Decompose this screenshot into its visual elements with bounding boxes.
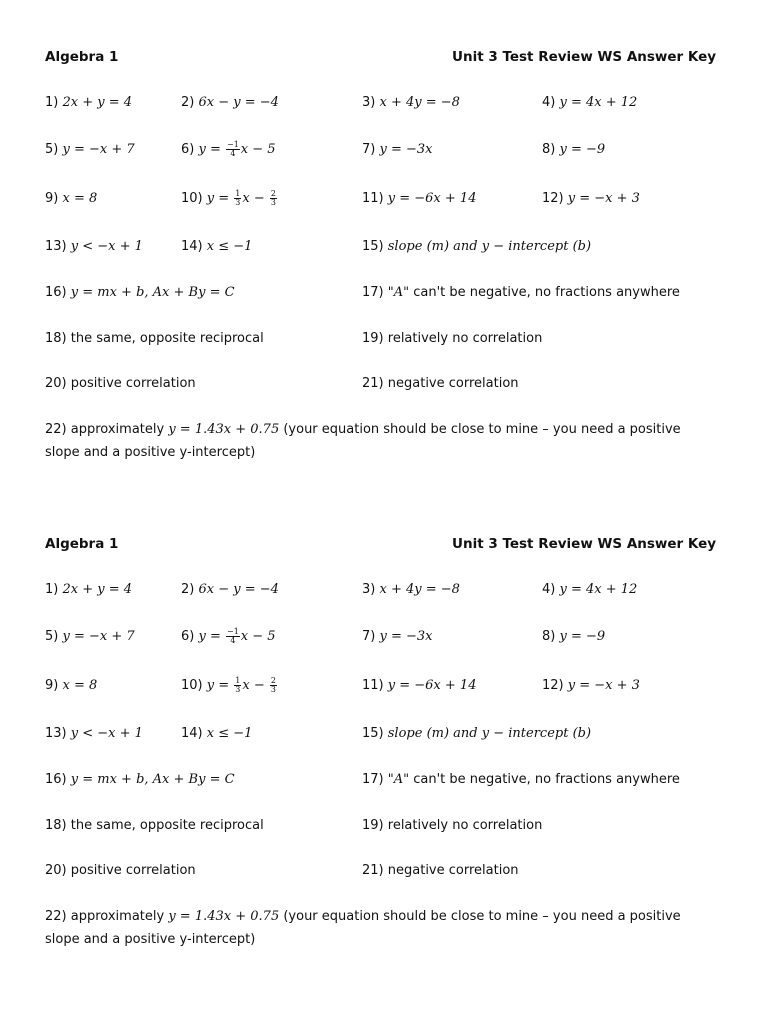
answer-3: 3) x + 4y = −8 xyxy=(362,95,460,110)
answer-1: 1) 2x + y = 4 xyxy=(45,95,133,110)
answer-15: 15) slope (m) and y − intercept (b) xyxy=(362,239,592,254)
answer-14: 14) x ≤ −1 xyxy=(181,239,253,254)
answer-22: 22) approximately y = 1.43x + 0.75 (your equation should be close to mine – you need a positive slope and a positive y-intercept) xyxy=(45,909,681,947)
answer-19: 19) relatively no correlation xyxy=(362,818,543,833)
answer-20: 20) positive correlation xyxy=(45,863,196,878)
answer-13: 13) y < −x + 1 xyxy=(45,726,143,741)
answer-11: 11) y = −6x + 14 xyxy=(362,191,477,206)
answer-4: 4) y = 4x + 12 xyxy=(542,95,638,110)
answer-17: 17) "A" can't be negative, no fractions anywhere xyxy=(362,772,680,787)
answer-21: 21) negative correlation xyxy=(362,376,519,391)
answer-11: 11) y = −6x + 14 xyxy=(362,678,477,693)
answer-16: 16) y = mx + b, Ax + By = C xyxy=(45,772,235,787)
answer-16: 16) y = mx + b, Ax + By = C xyxy=(45,285,235,300)
answer-21: 21) negative correlation xyxy=(362,863,519,878)
fraction: $\frac{1}{3}$ xyxy=(235,676,241,694)
answer-2: 2) 6x − y = −4 xyxy=(181,582,279,597)
answer-8: 8) y = −9 xyxy=(542,629,606,644)
answer-6: 6) y = $\frac{-1}{4}$ x − 5 xyxy=(181,140,276,158)
answer-5: 5) y = −x + 7 xyxy=(45,142,135,157)
answer-5: 5) y = −x + 7 xyxy=(45,629,135,644)
fraction: $\frac{2}{3}$ xyxy=(270,676,276,694)
answer-7: 7) y = −3x xyxy=(362,629,433,644)
answer-22: 22) approximately y = 1.43x + 0.75 (your equation should be close to mine – you need a positive slope and a positive y-intercept) xyxy=(45,422,681,460)
worksheet-title: Unit 3 Test Review WS Answer Key xyxy=(452,536,717,552)
fraction: $\frac{1}{3}$ xyxy=(235,189,241,207)
answer-12: 12) y = −x + 3 xyxy=(542,678,640,693)
answer-18: 18) the same, opposite reciprocal xyxy=(45,331,264,346)
answer-9: 9) x = 8 xyxy=(45,678,98,693)
worksheet-title: Unit 3 Test Review WS Answer Key xyxy=(452,49,717,65)
answer-4: 4) y = 4x + 12 xyxy=(542,582,638,597)
answer-2: 2) 6x − y = −4 xyxy=(181,95,279,110)
answer-18: 18) the same, opposite reciprocal xyxy=(45,818,264,833)
answer-19: 19) relatively no correlation xyxy=(362,331,543,346)
answer-14: 14) x ≤ −1 xyxy=(181,726,253,741)
answer-7: 7) y = −3x xyxy=(362,142,433,157)
answer-20: 20) positive correlation xyxy=(45,376,196,391)
answer-8: 8) y = −9 xyxy=(542,142,606,157)
answer-10: 10) y = $\frac{1}{3}$ x − $\frac{2}{3}$ xyxy=(181,189,276,207)
fraction: $\frac{-1}{4}$ xyxy=(227,140,239,158)
course-title: Algebra 1 xyxy=(45,49,119,65)
answer-13: 13) y < −x + 1 xyxy=(45,239,143,254)
answer-6: 6) y = $\frac{-1}{4}$ x − 5 xyxy=(181,627,276,645)
fraction: $\frac{-1}{4}$ xyxy=(227,627,239,645)
fraction: $\frac{2}{3}$ xyxy=(270,189,276,207)
course-title: Algebra 1 xyxy=(45,536,119,552)
answer-3: 3) x + 4y = −8 xyxy=(362,582,460,597)
answer-9: 9) x = 8 xyxy=(45,191,98,206)
answer-1: 1) 2x + y = 4 xyxy=(45,582,133,597)
answer-15: 15) slope (m) and y − intercept (b) xyxy=(362,726,592,741)
answer-12: 12) y = −x + 3 xyxy=(542,191,640,206)
answer-10: 10) y = $\frac{1}{3}$ x − $\frac{2}{3}$ xyxy=(181,676,276,694)
answer-17: 17) "A" can't be negative, no fractions anywhere xyxy=(362,285,680,300)
